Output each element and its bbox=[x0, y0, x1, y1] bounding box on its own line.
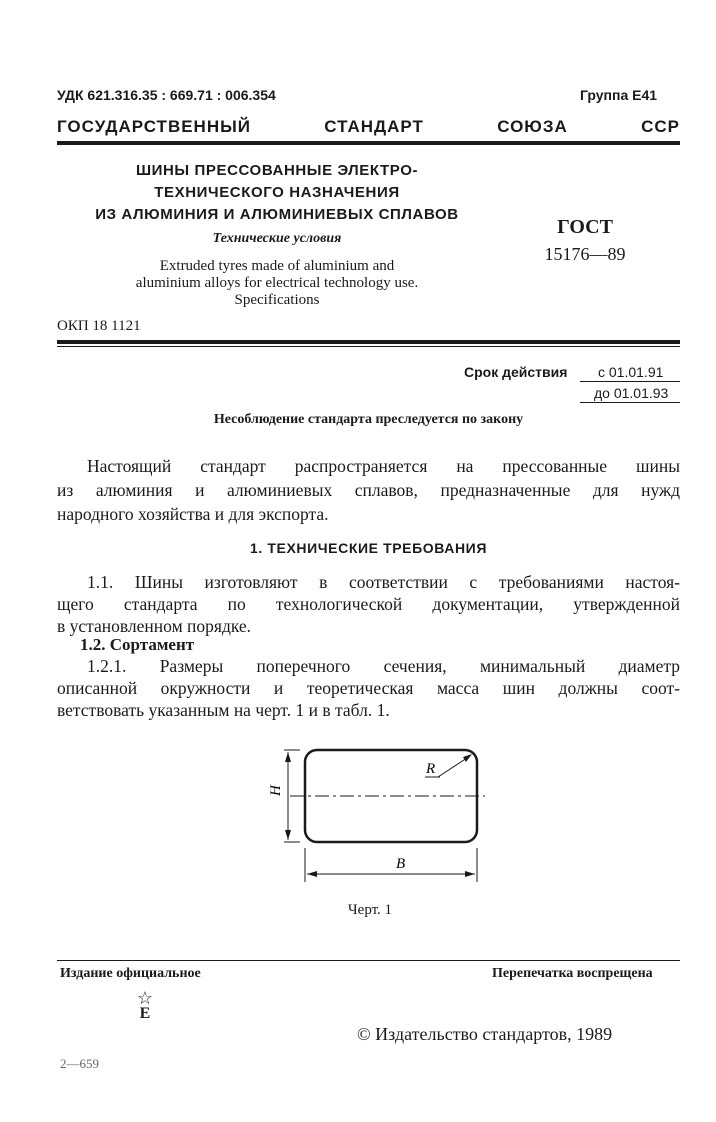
reprint-notice: Перепечатка воспрещена bbox=[492, 966, 653, 981]
r-label: R bbox=[426, 761, 436, 777]
english-title-line-2: aluminium alloys for electrical technology use. bbox=[135, 275, 419, 291]
p1-2-1-line-2: описанной окружности и теоретическая масса шин должны соот- bbox=[57, 678, 680, 698]
e-mark: Е bbox=[139, 1005, 151, 1022]
star-icon: ☆ bbox=[136, 988, 154, 1008]
gost-number: 15176—89 bbox=[544, 244, 626, 264]
intro-line-3: народного хозяйства и для экспорта. bbox=[57, 504, 329, 524]
b-label: B bbox=[396, 856, 406, 872]
p1-2-1-line-3: ветствовать указанным на черт. 1 и в табл. 1. bbox=[57, 700, 390, 720]
drawing-caption: Черт. 1 bbox=[347, 902, 393, 918]
state-standard-banner: ГОСУДАРСТВЕННЫЙ СТАНДАРТ СОЮЗА ССР bbox=[57, 117, 680, 136]
b-arrow-left bbox=[307, 871, 317, 877]
gost-label: ГОСТ bbox=[557, 216, 613, 238]
page-code: 2—659 bbox=[60, 1056, 99, 1071]
title-rule-thin bbox=[57, 346, 680, 347]
p1-2-1-line-1: 1.2.1. Размеры поперечного сечения, минимальный диаметр bbox=[87, 656, 680, 676]
b-arrow-right bbox=[465, 871, 475, 877]
p1-1-line-3: в установленном порядке. bbox=[57, 616, 252, 636]
english-title-line-1: Extruded tyres made of aluminium and bbox=[159, 258, 395, 274]
title-line-3: ИЗ АЛЮМИНИЯ И АЛЮМИНИЕВЫХ СПЛАВОВ bbox=[95, 206, 459, 223]
validity-from: с 01.01.91 bbox=[598, 364, 664, 380]
paragraph-1-1 bbox=[57, 571, 680, 637]
intro-line-2: из алюминия и алюминиевых сплавов, предназначенные для нужд bbox=[57, 480, 680, 500]
group-code: Группа Е41 bbox=[580, 87, 658, 103]
copyright: © Издательство стандартов, 1989 bbox=[357, 1024, 613, 1044]
section-1-title: 1. ТЕХНИЧЕСКИЕ ТРЕБОВАНИЯ bbox=[249, 540, 488, 556]
validity-underline-2 bbox=[580, 402, 680, 403]
title-rule-thick bbox=[57, 340, 680, 344]
validity-to: до 01.01.93 bbox=[594, 385, 669, 401]
p1-1-line-1: 1.1. Шины изготовляют в соответствии с требованиями настоя- bbox=[87, 572, 680, 592]
footer-rule bbox=[57, 960, 680, 961]
udk-code: УДК 621.316.35 : 669.71 : 006.354 bbox=[57, 87, 276, 103]
title-line-1: ШИНЫ ПРЕССОВАННЫЕ ЭЛЕКТРО- bbox=[135, 162, 419, 179]
h-arrow-top bbox=[285, 752, 291, 762]
h-arrow-bottom bbox=[285, 830, 291, 840]
english-title-line-3: Specifications bbox=[234, 292, 320, 308]
h-label: H bbox=[268, 785, 284, 796]
official-edition: Издание официальное bbox=[60, 966, 201, 981]
title-subtitle: Технические условия bbox=[212, 231, 342, 246]
intro-paragraph bbox=[57, 454, 680, 526]
paragraph-1-2-1 bbox=[57, 655, 680, 721]
title-line-2: ТЕХНИЧЕСКОГО НАЗНАЧЕНИЯ bbox=[154, 184, 400, 201]
english-title bbox=[57, 258, 497, 309]
law-notice: Несоблюдение стандарта преследуется по закону bbox=[213, 412, 524, 427]
validity-label: Срок действия bbox=[464, 364, 568, 380]
title-block bbox=[57, 160, 497, 226]
banner-rule bbox=[57, 141, 680, 145]
r-arrow bbox=[463, 754, 472, 762]
okp-code: ОКП 18 1121 bbox=[57, 318, 141, 334]
validity-underline bbox=[580, 381, 680, 382]
cross-section-drawing bbox=[260, 740, 500, 890]
intro-line-1: Настоящий стандарт распространяется на прессованные шины bbox=[87, 456, 680, 476]
paragraph-1-2-heading: 1.2. Сортамент bbox=[80, 635, 195, 654]
p1-1-line-2: щего стандарта по технологической документации, утвержденной bbox=[57, 594, 680, 614]
